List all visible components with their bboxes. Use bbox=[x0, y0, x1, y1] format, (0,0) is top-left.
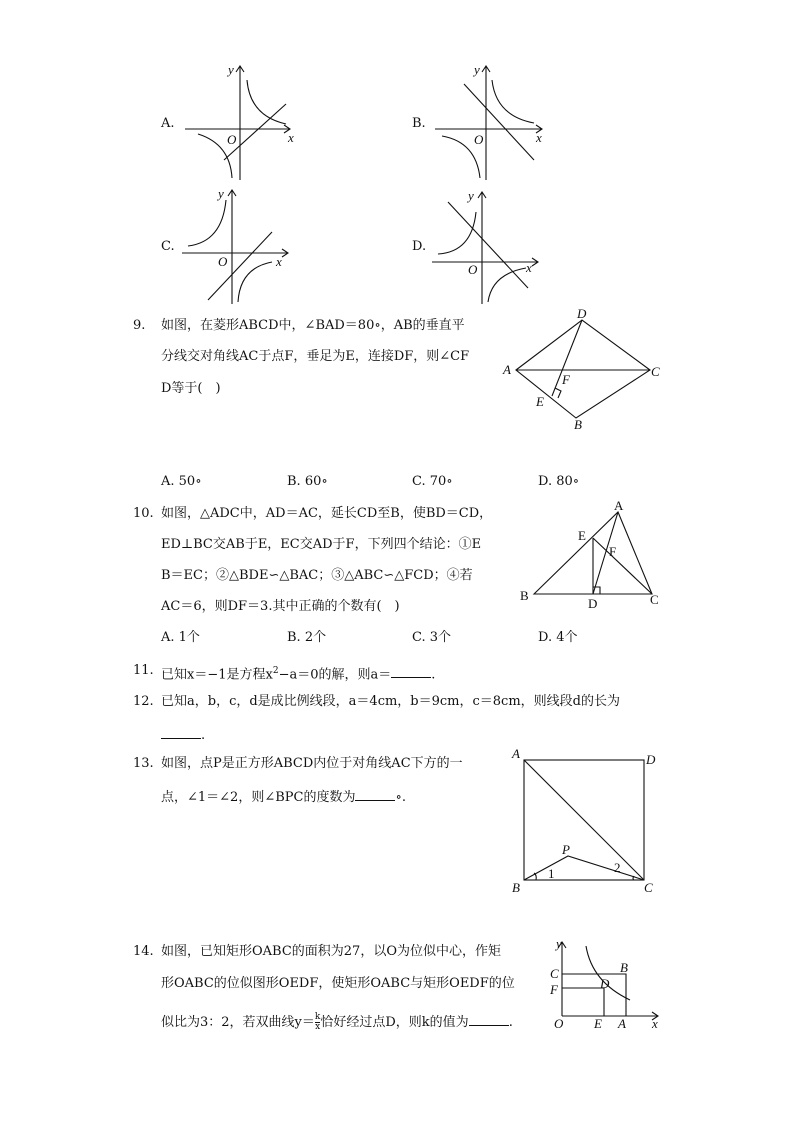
svg-text:C: C bbox=[650, 592, 659, 607]
svg-text:F: F bbox=[609, 544, 617, 559]
svg-text:x: x bbox=[536, 130, 542, 145]
svg-text:y: y bbox=[468, 188, 474, 203]
svg-text:C: C bbox=[644, 880, 653, 895]
q10-choice-b: B. 2个 bbox=[287, 630, 327, 645]
svg-text:2: 2 bbox=[614, 860, 621, 875]
q10-line-1: 如图，△ADC中，AD＝AC，延长CD至B，使BD＝CD， bbox=[161, 506, 493, 521]
svg-text:B: B bbox=[574, 417, 582, 432]
q9-choice-b: B. 60∘ bbox=[287, 474, 328, 489]
q11-number: 11. bbox=[133, 663, 154, 678]
q12-number: 12. bbox=[133, 694, 154, 709]
svg-text:A: A bbox=[618, 1016, 626, 1031]
q10-triangle-figure bbox=[516, 498, 666, 614]
q9-line-1: 如图，在菱形ABCD中，∠BAD＝80∘，AB的垂直平 bbox=[161, 318, 465, 333]
svg-text:x: x bbox=[652, 1016, 658, 1031]
q9-line-2: 分线交对角线AC于点F，垂足为E，连接DF，则∠CF bbox=[161, 349, 470, 364]
svg-text:E: E bbox=[536, 394, 544, 409]
q8-graph-b bbox=[430, 60, 550, 180]
q8-option-b-label: B. bbox=[412, 116, 426, 131]
svg-text:F: F bbox=[550, 982, 558, 997]
svg-text:A: A bbox=[503, 362, 511, 377]
q9-rhombus-figure bbox=[500, 306, 670, 436]
q10-choice-a: A. 1个 bbox=[161, 630, 200, 645]
svg-text:P: P bbox=[562, 842, 570, 857]
q9-number: 9. bbox=[133, 318, 146, 333]
q14-number: 14. bbox=[133, 944, 154, 959]
q12-line-1: 已知a，b，c，d是成比例线段，a＝4cm，b＝9cm，c＝8cm，则线段d的长为 bbox=[161, 694, 620, 709]
svg-text:D: D bbox=[588, 596, 598, 611]
q11-answer-blank[interactable] bbox=[391, 665, 431, 678]
svg-text:F: F bbox=[562, 372, 570, 387]
q10-line-4: AC＝6，则DF＝3.其中正确的个数有( ) bbox=[161, 599, 400, 614]
svg-text:C: C bbox=[550, 966, 559, 981]
q9-choice-c: C. 70∘ bbox=[412, 474, 453, 489]
q14-line-3: 似比为3：2，若双曲线y＝ $\frac{k}{x}$ 恰好经过点D，则k的值为 . bbox=[161, 1012, 513, 1032]
svg-text:O: O bbox=[554, 1016, 564, 1031]
svg-text:E: E bbox=[594, 1016, 602, 1031]
q10-choice-c: C. 3个 bbox=[412, 630, 452, 645]
q14-line-1: 如图，已知矩形OABC的面积为27，以O为位似中心，作矩 bbox=[161, 944, 501, 959]
q13-line-1: 如图，点P是正方形ABCD内位于对角线AC下方的一 bbox=[161, 756, 463, 771]
q9-line-3: D等于( ) bbox=[161, 381, 221, 396]
svg-text:D: D bbox=[600, 976, 610, 991]
svg-text:O: O bbox=[468, 262, 478, 277]
q11-text: 已知x＝−1是方程$x^2-a=0$的解，则a＝ . bbox=[161, 666, 436, 683]
svg-text:y: y bbox=[556, 936, 562, 951]
svg-text:y: y bbox=[228, 62, 234, 77]
svg-text:D: D bbox=[646, 752, 656, 767]
q9-choice-d: D. 80∘ bbox=[538, 474, 580, 489]
q8-option-c-label: C. bbox=[161, 239, 175, 254]
q14-answer-blank[interactable] bbox=[469, 1013, 509, 1026]
svg-text:x: x bbox=[288, 130, 294, 145]
q8-graph-a bbox=[180, 60, 300, 180]
svg-text:O: O bbox=[474, 132, 484, 147]
svg-text:y: y bbox=[474, 62, 480, 77]
q13-line-2: 点，∠1＝∠2，则∠BPC的度数为 ∘. bbox=[161, 790, 406, 805]
svg-text:E: E bbox=[578, 528, 586, 543]
q8-option-a-label: A. bbox=[161, 116, 175, 131]
svg-text:C: C bbox=[651, 364, 660, 379]
svg-text:x: x bbox=[526, 260, 532, 275]
svg-text:y: y bbox=[218, 186, 224, 201]
q12-line-2: . bbox=[161, 726, 205, 744]
svg-text:1: 1 bbox=[548, 866, 555, 881]
q10-line-3: B＝EC；②△BDE∽△BAC；③△ABC∽△FCD；④若 bbox=[161, 568, 473, 583]
svg-text:B: B bbox=[512, 880, 520, 895]
q9-choice-a: A. 50∘ bbox=[161, 474, 202, 489]
svg-text:O: O bbox=[227, 132, 237, 147]
q8-graph-d bbox=[430, 186, 554, 306]
svg-text:B: B bbox=[520, 588, 529, 603]
svg-text:D: D bbox=[577, 306, 587, 321]
svg-text:x: x bbox=[276, 254, 282, 269]
q8-graph-c bbox=[180, 184, 300, 306]
q13-answer-blank[interactable] bbox=[355, 788, 395, 801]
q13-number: 13. bbox=[133, 756, 154, 771]
q10-number: 10. bbox=[133, 506, 154, 521]
q10-choice-d: D. 4个 bbox=[538, 630, 578, 645]
q14-rectangle-figure bbox=[548, 936, 660, 1032]
svg-text:B: B bbox=[620, 960, 628, 975]
q13-square-figure bbox=[506, 746, 666, 896]
q10-line-2: ED⊥BC交AB于E，EC交AD于F，下列四个结论：①E bbox=[161, 537, 482, 552]
svg-text:A: A bbox=[512, 746, 520, 761]
svg-text:A: A bbox=[614, 498, 624, 513]
q12-answer-blank[interactable] bbox=[161, 726, 201, 739]
q8-option-d-label: D. bbox=[412, 239, 427, 254]
q14-line-2: 形OABC的位似图形OEDF，使矩形OABC与矩形OEDF的位 bbox=[161, 976, 515, 991]
svg-text:O: O bbox=[218, 254, 228, 269]
